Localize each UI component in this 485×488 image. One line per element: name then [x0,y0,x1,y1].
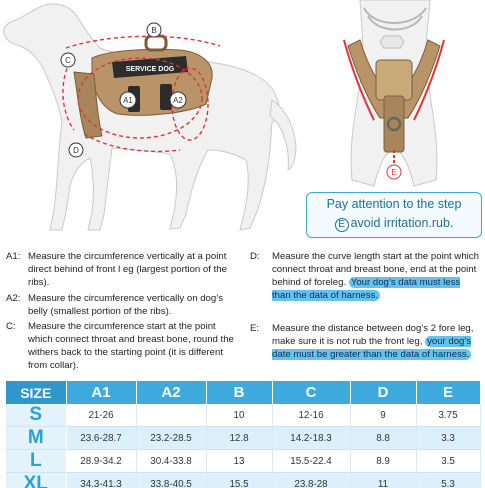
cell-a1: 21-26 [66,404,136,427]
cell-a1: 28.9-34.2 [66,450,136,473]
measure-c-code: C: [6,321,16,332]
svg-text:D: D [73,146,79,155]
cell-b: 10 [206,404,272,427]
header-size: SIZE [6,381,66,404]
size-chart [6,381,481,488]
cell-e: 3.3 [416,427,480,450]
cell-b: 15.5 [206,473,272,488]
size-label: XL [6,473,66,488]
dog-side-illustration [0,0,300,246]
measure-e-code: E: [250,323,260,334]
cell-a2: 33.8-40.5 [136,473,206,488]
header-c: C [272,381,350,404]
cell-d: 11 [350,473,416,488]
notice-marker-e: E [335,218,349,232]
attention-notice [306,192,482,238]
measure-a2-code: A2: [6,293,21,304]
table-row [6,450,480,473]
cell-c: 14.2-18.3 [272,427,350,450]
service-dog-patch: SERVICE DOG [125,66,175,73]
header-e: E [416,381,480,404]
measure-e-text: Measure the distance between dog’s 2 fore leg, make sure it is not rub the front leg, [272,323,474,347]
measure-a1-code: A1: [6,251,21,262]
measure-d-highlight: Your dog’s data must less than the data of harness. [272,277,461,301]
measure-c [6,320,234,372]
dog-front-illustration [304,0,485,190]
cell-d: 8.9 [350,450,416,473]
cell-b: 13 [206,450,272,473]
measure-d-code: D: [250,251,260,262]
table-row [6,473,480,488]
svg-text:C: C [65,56,71,65]
cell-d: 9 [350,404,416,427]
header-a2: A2 [136,381,206,404]
size-chart-header [6,381,480,404]
bone-tag [380,36,404,48]
table-row [6,404,480,427]
notice-line-1: Pay attention to the step [326,197,462,211]
cell-a1: 23.6-28.7 [66,427,136,450]
measure-a2 [6,292,234,318]
marker-e: E [391,168,397,177]
measure-d [250,250,480,302]
dog-silhouette [4,4,296,230]
cell-b: 12.8 [206,427,272,450]
measure-a1-text: Measure the circumference vertically at a point direct behind of front l eg (largest portion of the ribs). [28,251,227,288]
header-a1: A1 [66,381,136,404]
size-label: S [6,404,66,427]
measure-e [250,322,480,361]
notice-line-2-text: avoid irritation.rub. [350,216,454,230]
cell-e: 5.3 [416,473,480,488]
svg-text:B: B [151,26,157,35]
header-d: D [350,381,416,404]
size-label: L [6,450,66,473]
size-label: M [6,427,66,450]
cell-c: 23.8-28 [272,473,350,488]
cell-a2: 23.2-28.5 [136,427,206,450]
cell-c: 15.5-22.4 [272,450,350,473]
measure-c-text: Measure the circumference start at the point which connect throat and breast bone, round the withers back to the starting point (it is different from collar). [28,321,234,371]
table-row [6,427,480,450]
svg-text:A1: A1 [123,96,133,105]
notice-line-2 [307,214,481,233]
measure-e-highlight: your dog’s date must be greater than the data of harness. [272,336,472,360]
cell-a2-empty [136,404,206,427]
measure-d-text: Measure the curve length start at the point which connect throat and breast bone, end at the point behind of foreleg. [272,251,479,288]
cell-a1: 34.3-41.3 [66,473,136,488]
cell-d: 8.8 [350,427,416,450]
measure-a2-text: Measure the circumference vertically on dog’s belly (smallest portion of the ribs). [28,293,223,317]
cell-a2: 30.4-33.8 [136,450,206,473]
measure-a1 [6,250,234,289]
header-b: B [206,381,272,404]
svg-text:A2: A2 [173,96,183,105]
cell-c: 12-16 [272,404,350,427]
cell-e: 3.5 [416,450,480,473]
cell-e: 3.75 [416,404,480,427]
